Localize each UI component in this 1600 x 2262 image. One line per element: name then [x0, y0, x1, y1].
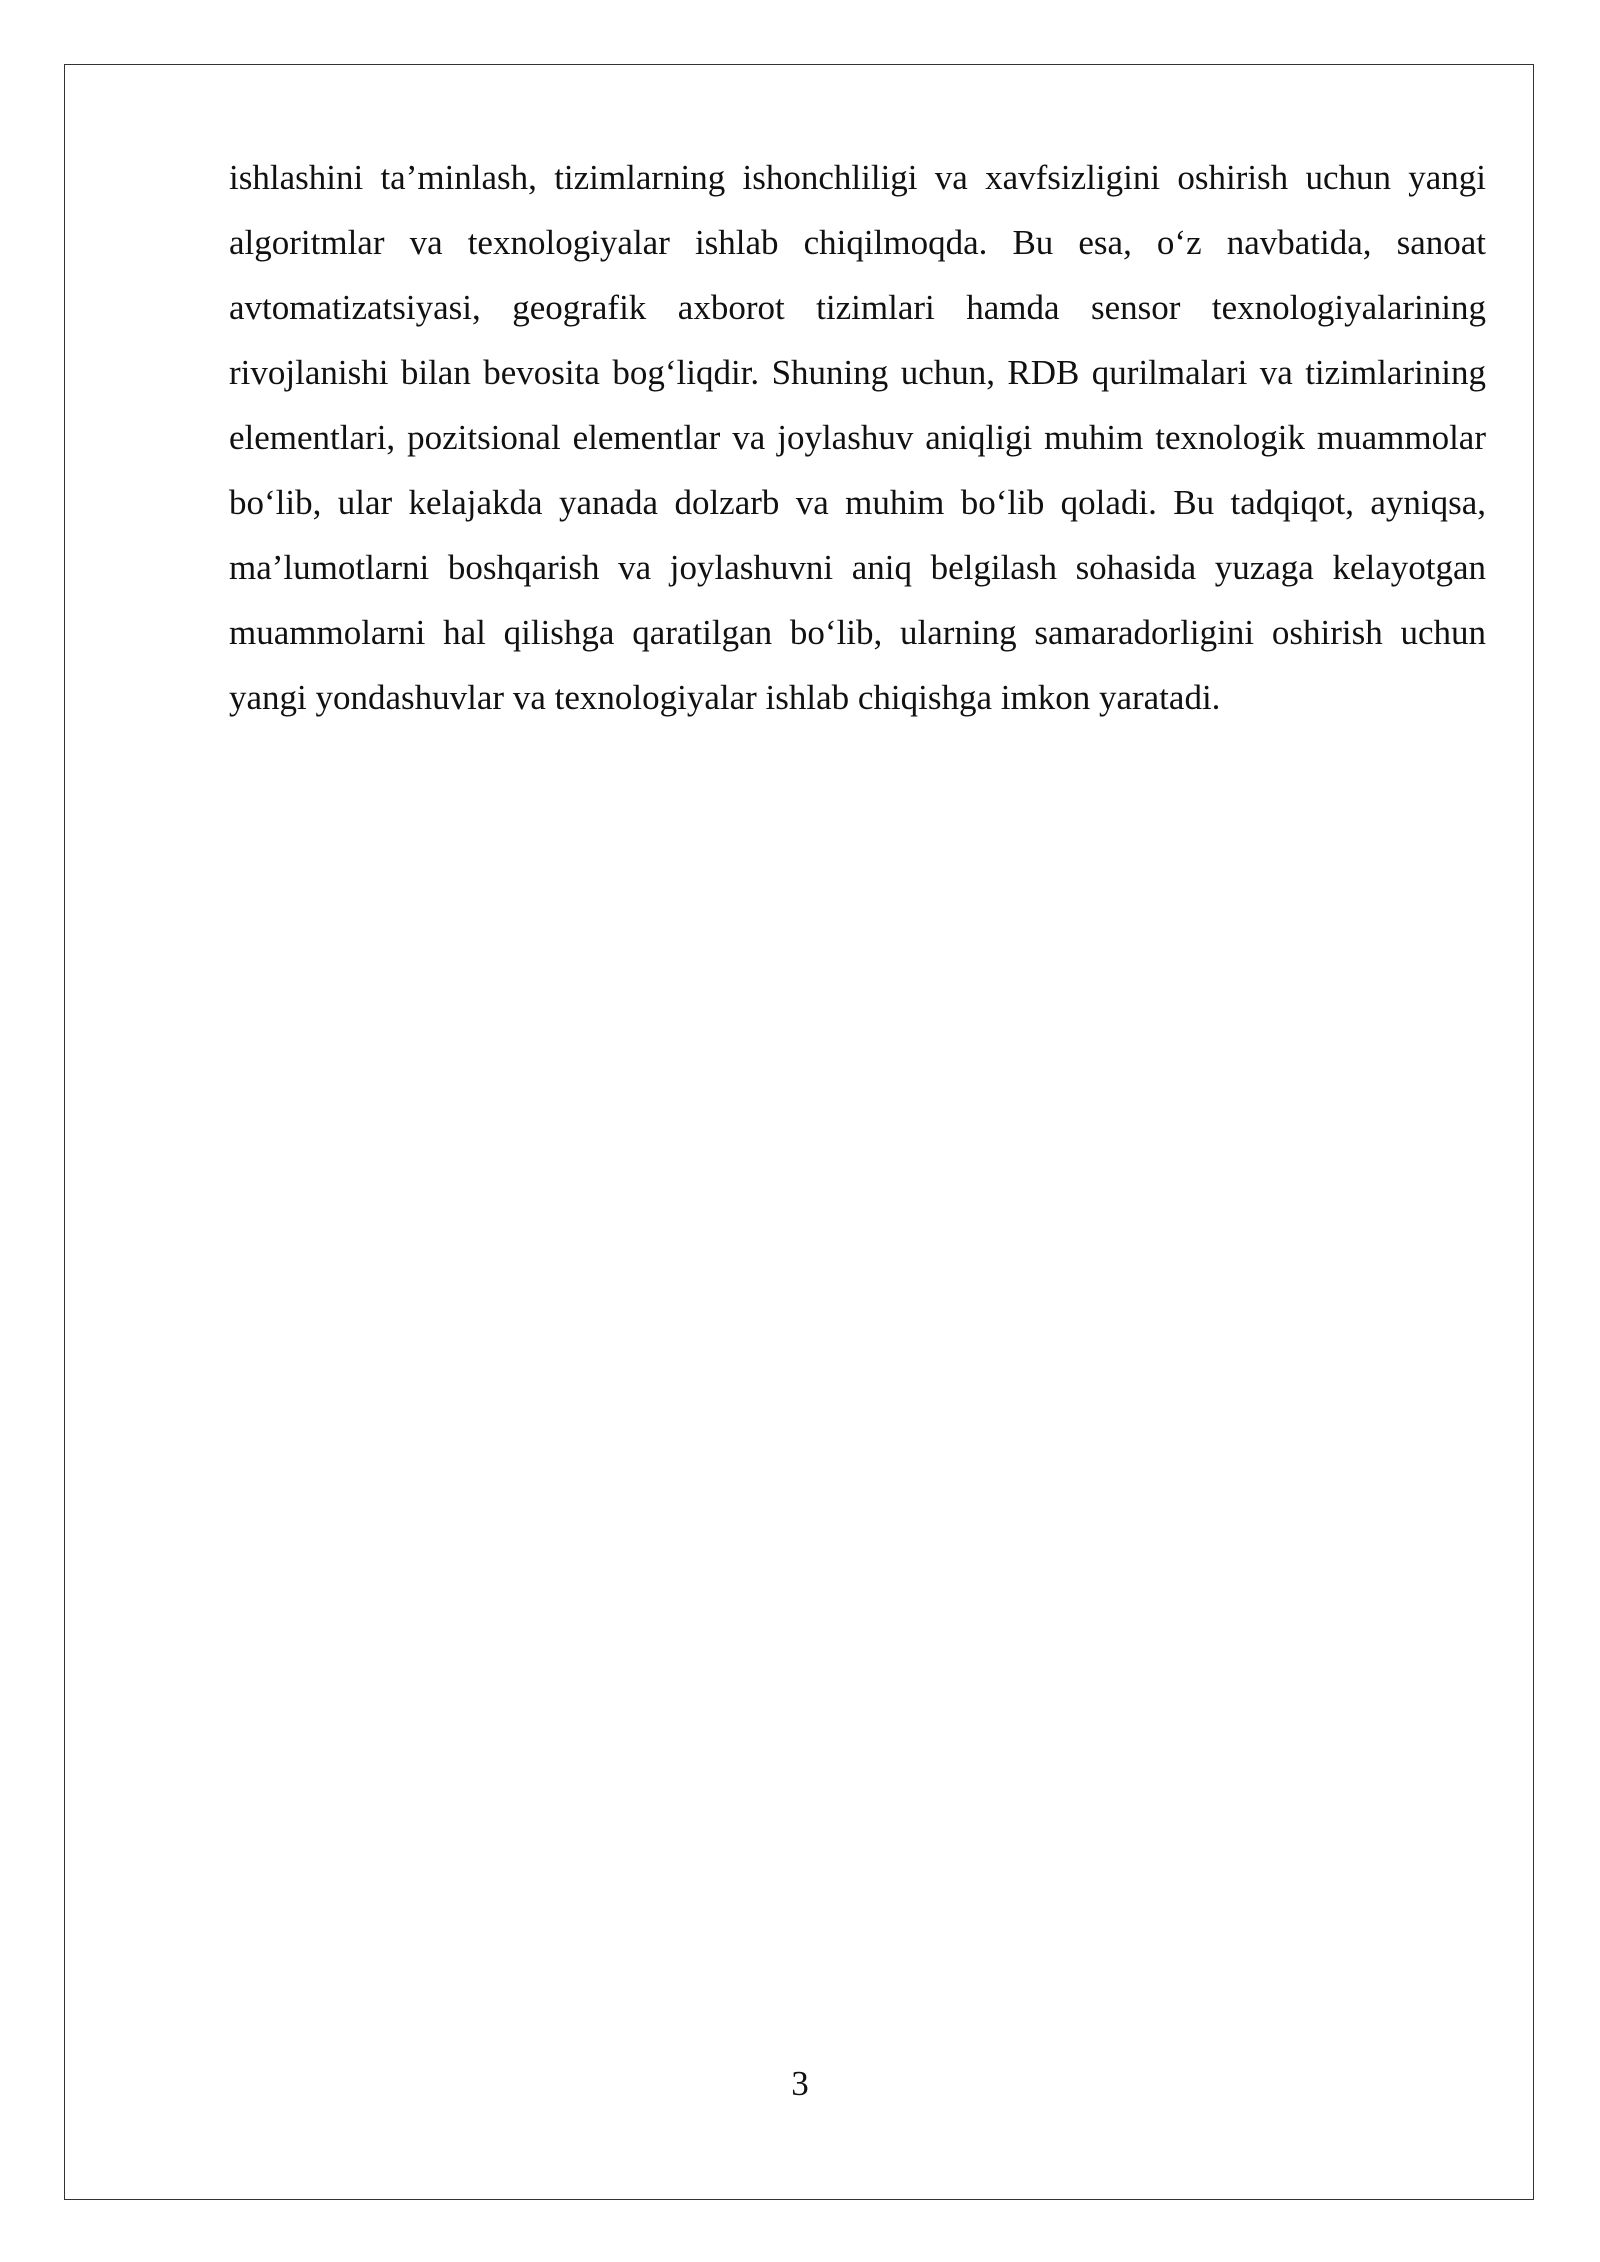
body-paragraph: ishlashini ta’minlash, tizimlarning ishonchliligi va xavfsizligini oshirish uchun yangi algoritmlar va texnologiyalar ishlab chiqilmoqda. Bu esa, oʻz navbatida, sanoat avtomatizatsiyasi, geografik axborot tizimlari hamda sensor texnologiyalarining rivojlanishi bilan bevosita bogʻliqdir. Shuning uchun, RDB qurilmalari va tizimlarining elementlari, pozitsional elementlar va joylashuv aniqligi muhim texnologik muammolar boʻlib, ular kelajakda yanada dolzarb va muhim boʻlib qoladi. Bu tadqiqot, ayniqsa, ma’lumotlarni boshqarish va joylashuvni aniq belgilash sohasida yuzaga kelayotgan muammolarni hal qilishga qaratilgan boʻlib, ularning samaradorligini oshirish uchun yangi yondashuvlar va texnologiyalar ishlab chiqishga imkon yaratadi.	[229, 158, 1486, 717]
page-number: 3	[791, 2064, 809, 2103]
